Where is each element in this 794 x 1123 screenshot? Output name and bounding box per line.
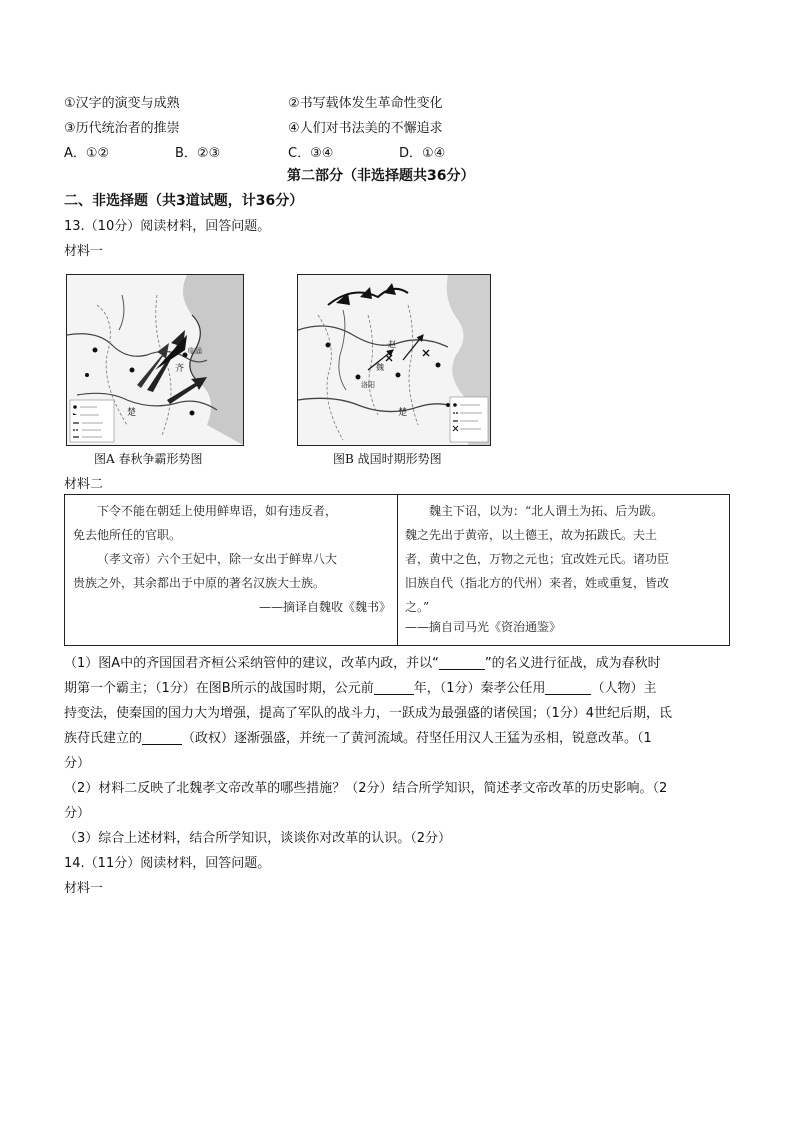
right-line-2: 魏之先出于黄帝，以土德王，故为拓跋氏。夫土	[405, 528, 658, 542]
sub1-line-4-text-b: （政权）逐渐强盛，并统一了黄河流域。苻坚任用汉人王猛为丞相，锐意改革。（1	[182, 731, 652, 746]
table-right-cell	[405, 499, 723, 639]
table-left-cell	[73, 499, 391, 619]
map-b-label-chu: 楚	[398, 408, 408, 418]
section-title: 二、非选择题（共3道试题，计36分）	[64, 193, 304, 209]
map-b-warring-states	[297, 274, 491, 446]
q13-material2-label: 材料二	[64, 477, 104, 492]
left-paragraph-2: （孝文帝）六个王妃中，除一女出于鲜卑八大	[97, 552, 338, 566]
table-divider	[397, 495, 398, 645]
sub2-line-1: （2）材料二反映了北魏孝文帝改革的哪些措施？（2分）结合所学知识，简述孝文帝改革的历史影响。（2	[64, 781, 668, 796]
map-a-label-qi: 齐	[175, 364, 185, 374]
left-paragraph-1b: 免去他所任的官职。	[73, 528, 182, 542]
q13-material1-label: 材料一	[64, 244, 104, 259]
option-2: ②书写载体发生革命性变化	[288, 96, 443, 111]
right-line-1: 魏主下诏，以为：“北人谓土为拓、后为跋。	[429, 504, 664, 518]
right-source: ——摘自司马光《资治通鉴》	[405, 620, 562, 634]
map-b-label-zhao: 赵	[388, 340, 396, 349]
right-line-5: 之。”	[405, 600, 430, 614]
answer-blank-2[interactable]	[374, 680, 414, 695]
left-source: ——摘译自魏收《魏书》	[258, 600, 391, 614]
option-3: ③历代统治者的推崇	[64, 121, 180, 136]
map-b-label-wei: 魏	[376, 363, 384, 372]
map-b-caption: 图B 战国时期形势图	[333, 452, 442, 466]
sub1-line-5: 分）	[64, 756, 91, 771]
left-paragraph-1: 下令不能在朝廷上使用鲜卑语，如有违反者，	[97, 504, 338, 518]
q13-stem: 13.（10分）阅读材料，回答问题。	[64, 219, 271, 234]
sub1-line-3: 持变法，使秦国的国力大为增强，提高了军队的战斗力，一跃成为最强盛的诸侯国；（1分）4世纪后期，氐	[64, 706, 673, 721]
map-a-label-linzi: 临淄	[188, 347, 202, 355]
part2-title: 第二部分（非选择题共36分）	[287, 168, 475, 184]
map-a-label-chu: 楚	[127, 408, 137, 418]
answer-blank-4[interactable]	[142, 730, 182, 745]
sub1-line-4	[64, 727, 652, 746]
answer-blank-1[interactable]	[439, 655, 485, 670]
left-paragraph-2b: 贵族之外，其余都出于中原的著名汉族大士族。	[73, 576, 326, 590]
sub1-line-4-text-a: 族苻氏建立的	[64, 731, 143, 746]
sub1-line-2-text-b: 年，（1分）秦孝公任用	[413, 681, 546, 696]
map-b-label-luoyang: 洛阳	[361, 381, 375, 389]
sub2-line-2: 分）	[64, 806, 91, 821]
sub1-line-1	[64, 652, 661, 671]
answer-blank-3[interactable]	[545, 680, 591, 695]
map-a-spring-autumn	[66, 274, 244, 446]
map-a-caption: 图A 春秋争霸形势图	[94, 452, 203, 466]
sub1-line-1-text-b: ”的名义进行征战，成为春秋时	[484, 656, 661, 671]
q14-material1-label: 材料一	[64, 881, 104, 896]
sub1-line-2	[64, 677, 657, 696]
sub1-line-2-text-a: 期第一个霸主；（1分）在图B所示的战国时期，公元前	[64, 681, 374, 696]
choice-a: A．①②	[64, 146, 110, 161]
q14-stem: 14.（11分）阅读材料，回答问题。	[64, 856, 271, 871]
sub1-line-2-text-c: （人物）主	[591, 681, 657, 696]
option-1: ①汉字的演变与成熟	[64, 96, 180, 111]
choice-b: B．②③	[175, 146, 221, 161]
sub1-line-1-text-a: （1）图A中的齐国国君齐桓公采纳管仲的建议，改革内政，并以“	[64, 656, 439, 671]
option-4: ④人们对书法美的不懈追求	[288, 121, 443, 136]
sub3-line: （3）综合上述材料，结合所学知识，谈谈你对改革的认识。（2分）	[64, 831, 452, 846]
choice-d: D．①④	[399, 146, 446, 161]
right-line-4: 旧族自代（指北方的代州）来者，姓或重复，皆改	[405, 576, 670, 590]
material2-table	[64, 494, 730, 646]
choice-c: C．③④	[288, 146, 334, 161]
right-line-3: 者，黄中之色，万物之元也；宜改姓元氏。诸功臣	[405, 552, 670, 566]
